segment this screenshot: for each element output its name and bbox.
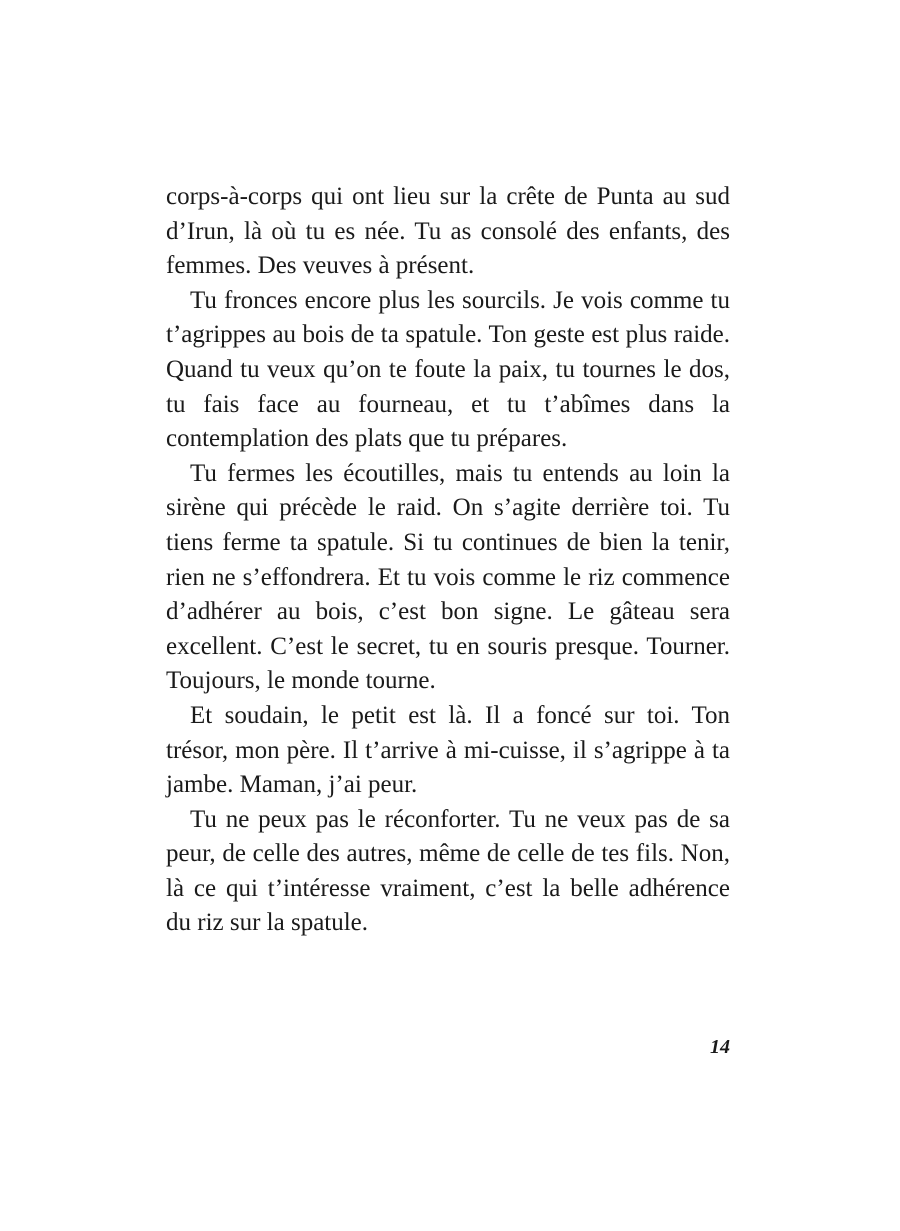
paragraph: Tu fermes les écoutilles, mais tu entends au loin la sirène qui précède le raid. On s’agite derrière toi. Tu tiens ferme ta spatule. Si tu continues de bien la tenir, rien ne s’effondrera. Et tu vois comme le riz commence d’adhérer au bois, c’est bon signe. Le gâteau sera excellent. C’est le secret, tu en souris presque. Tourner. Toujours, le monde tourne. [166,459,730,695]
paragraph: Et soudain, le petit est là. Il a foncé sur toi. Ton trésor, mon père. Il t’arrive à mi-cuisse, il s’agrippe à ta jambe. Maman, j’ai peur. [166,701,730,799]
body-text [166,180,730,941]
paragraph-continued: corps-à-corps qui ont lieu sur la crête de Punta au sud d’Irun, là où tu es née. Tu as consolé des enfants, des femmes. Des veuves à présent. [166,183,730,280]
page-number: 14 [710,1036,730,1058]
paragraph: Tu ne peux pas le réconforter. Tu ne veux pas de sa peur, de celle des autres, même de celle de tes fils. Non, là ce qui t’intéresse vraiment, c’est la belle adhérence du riz sur la spatule. [166,805,730,937]
paragraph: Tu fronces encore plus les sourcils. Je vois comme tu t’agrippes au bois de ta spatule. Ton geste est plus raide. Quand tu veux qu’on te foute la paix, tu tournes le dos, tu fais face au fourneau, et tu t’abîmes dans la contemplation des plats que tu prépares. [166,286,730,453]
